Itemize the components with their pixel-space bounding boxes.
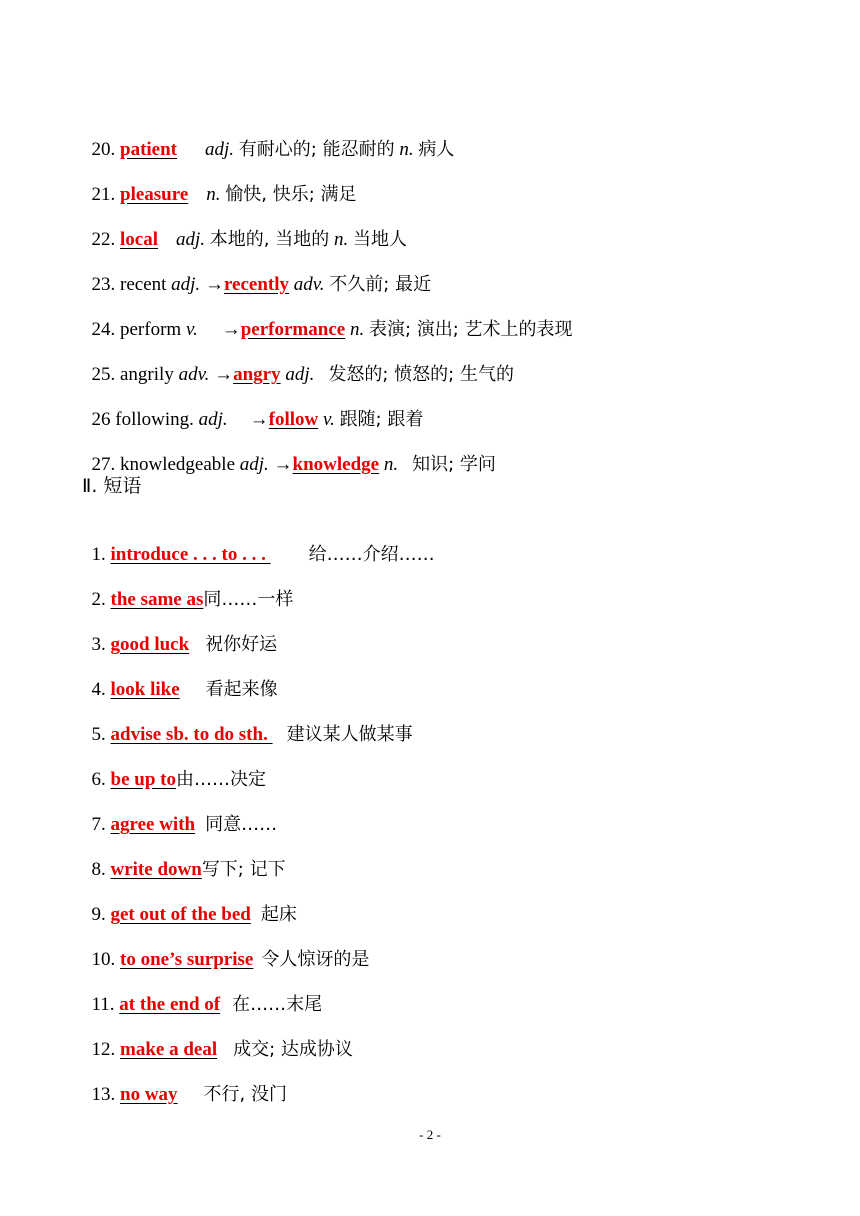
source-pos: adj.	[171, 274, 201, 295]
vocab-line-23	[82, 249, 431, 297]
phrase-line-9	[82, 879, 297, 927]
answer-phrase: good luck	[110, 634, 190, 655]
item-number: 24.	[91, 319, 116, 340]
phrase-line-4	[82, 654, 278, 702]
item-number: 25.	[91, 364, 116, 385]
answer-phrase: advise sb. to do sth.	[110, 724, 273, 745]
part-of-speech: n.	[206, 184, 221, 205]
meaning: 不久前; 最近	[329, 274, 432, 295]
page-number: - 2 -	[419, 1127, 441, 1142]
answer-word: angry	[233, 364, 281, 385]
answer-word: pleasure	[120, 184, 189, 205]
vocab-line-21	[82, 159, 357, 207]
answer-word: follow	[268, 409, 319, 430]
arrow-icon: →	[273, 454, 293, 475]
part-of-speech: n.	[349, 319, 365, 340]
answer-word: recently	[223, 274, 289, 295]
arrow-icon: →	[204, 274, 224, 295]
part-of-speech: adv.	[293, 274, 325, 295]
part-of-speech-2: n.	[333, 229, 349, 250]
item-number: 6.	[91, 769, 106, 790]
meaning: 知识; 学问	[412, 454, 496, 475]
answer-phrase: agree with	[110, 814, 196, 835]
meaning: 表演; 演出; 艺术上的表现	[368, 319, 573, 340]
meaning: 令人惊讶的是	[261, 949, 370, 970]
vocab-line-27	[82, 429, 496, 477]
answer-word: knowledge	[292, 454, 380, 475]
item-number: 26	[91, 409, 111, 430]
answer-word: patient	[120, 139, 177, 160]
item-number: 22.	[91, 229, 116, 250]
item-number: 11.	[91, 994, 115, 1015]
source-word: recent	[120, 274, 167, 295]
meaning: 不行, 没门	[203, 1084, 287, 1105]
meaning: 写下; 记下	[201, 859, 286, 880]
meaning: 同……一样	[203, 589, 294, 610]
item-number: 9.	[91, 904, 106, 925]
meaning: 跟随; 跟着	[339, 409, 424, 430]
answer-phrase: be up to	[110, 769, 176, 790]
phrase-line-10	[82, 924, 369, 972]
item-number: 2.	[91, 589, 106, 610]
meaning: 发怒的; 愤怒的; 生气的	[328, 364, 514, 385]
phrase-line-11	[82, 969, 322, 1017]
part-of-speech: v.	[323, 409, 335, 430]
meaning: 成交; 达成协议	[233, 1039, 353, 1060]
vocab-line-25	[82, 339, 514, 387]
source-pos: adj.	[239, 454, 269, 475]
phrase-line-3	[82, 609, 277, 657]
item-number: 3.	[91, 634, 106, 655]
item-number: 5.	[91, 724, 106, 745]
source-word: following.	[115, 409, 194, 430]
source-word: perform	[120, 319, 182, 340]
answer-phrase: make a deal	[120, 1039, 218, 1060]
item-number: 8.	[91, 859, 106, 880]
part-of-speech: adj.	[285, 364, 315, 385]
vocab-line-24	[82, 294, 573, 342]
meaning: 建议某人做某事	[286, 724, 413, 745]
vocab-line-22	[82, 204, 407, 252]
meaning: 在……末尾	[232, 994, 323, 1015]
item-number: 27.	[91, 454, 116, 475]
arrow-icon: →	[221, 319, 241, 340]
part-of-speech: adj.	[205, 139, 235, 160]
phrase-line-7	[82, 789, 277, 837]
item-number: 4.	[91, 679, 106, 700]
section-title: Ⅱ. 短语	[82, 475, 142, 497]
phrase-line-13	[82, 1059, 287, 1107]
answer-word: performance	[240, 319, 346, 340]
answer-phrase: look like	[110, 679, 180, 700]
source-pos: v.	[185, 319, 198, 340]
part-of-speech-2: n.	[399, 139, 414, 160]
source-pos: adj.	[198, 409, 228, 430]
meaning-2: 当地人	[352, 229, 407, 250]
phrase-line-6	[82, 744, 266, 792]
meaning: 给……介绍……	[308, 544, 435, 565]
vocab-line-26	[82, 384, 423, 432]
item-number: 23.	[91, 274, 116, 295]
meaning: 起床	[260, 904, 297, 925]
answer-phrase: to one’s surprise	[120, 949, 254, 970]
meaning: 同意……	[205, 814, 278, 835]
arrow-icon: →	[214, 364, 234, 385]
meaning-2: 病人	[418, 139, 455, 160]
vocab-line-20	[82, 114, 454, 162]
item-number: 12.	[91, 1039, 116, 1060]
answer-phrase: the same as	[110, 589, 204, 610]
part-of-speech: n.	[383, 454, 399, 475]
answer-phrase: no way	[120, 1084, 178, 1105]
meaning: 本地的, 当地的	[209, 229, 330, 250]
meaning: 看起来像	[205, 679, 278, 700]
item-number: 13.	[91, 1084, 116, 1105]
source-word: angrily	[120, 364, 174, 385]
item-number: 21.	[91, 184, 116, 205]
source-pos: adv.	[178, 364, 210, 385]
item-number: 20.	[91, 139, 116, 160]
phrase-line-12	[82, 1014, 353, 1062]
item-number: 7.	[91, 814, 106, 835]
phrase-line-2	[82, 564, 293, 612]
arrow-icon: →	[249, 409, 269, 430]
meaning: 祝你好运	[205, 634, 278, 655]
source-word: knowledgeable	[120, 454, 236, 475]
answer-word: local	[120, 229, 158, 250]
answer-phrase: at the end of	[119, 994, 221, 1015]
answer-phrase: get out of the bed	[110, 904, 251, 925]
phrase-line-5	[82, 699, 413, 747]
phrase-line-8	[82, 834, 286, 882]
item-number: 10.	[91, 949, 116, 970]
answer-phrase: write down	[110, 859, 202, 880]
meaning: 由……决定	[175, 769, 266, 790]
meaning: 有耐心的; 能忍耐的	[238, 139, 395, 160]
meaning: 愉快, 快乐; 满足	[225, 184, 357, 205]
item-number: 1.	[91, 544, 106, 565]
part-of-speech: adj.	[176, 229, 206, 250]
phrase-line-1	[82, 519, 435, 567]
answer-phrase: introduce . . . to . . .	[110, 544, 271, 565]
